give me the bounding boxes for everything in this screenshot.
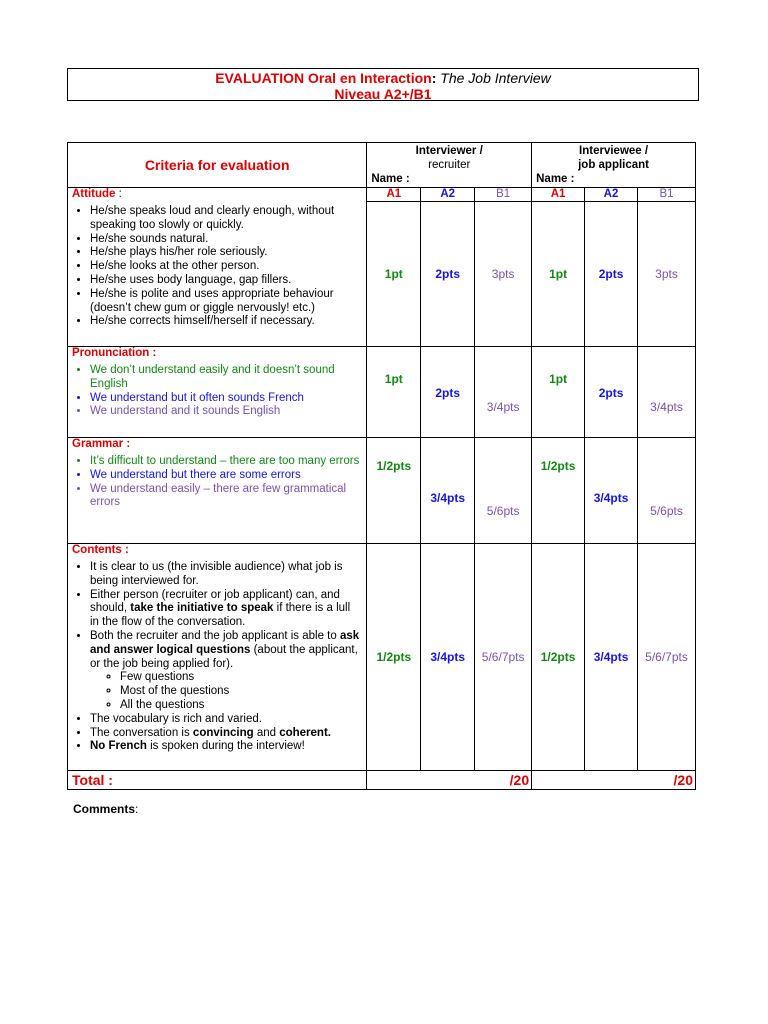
contents-text: is spoken during the interview! <box>146 740 305 753</box>
interviewer-name-label: Name : <box>371 173 410 185</box>
grammar-row <box>68 438 696 544</box>
contents-item <box>90 740 360 754</box>
pronunciation-item: • We understand and it sounds English <box>90 405 360 419</box>
attitude-label: Attitude <box>72 188 116 200</box>
level-a1: A1 <box>367 188 421 202</box>
contents-bold: coherent. <box>279 726 331 739</box>
level-a2: A2 <box>421 188 475 202</box>
attitude-item: • He/she speaks loud and clearly enough, without speaking too slowly or quickly. <box>90 205 360 233</box>
pronunciation-row <box>68 347 696 438</box>
interviewee-header <box>532 143 696 188</box>
attitude-score-a1: 1pt <box>532 202 585 347</box>
comments-label <box>73 802 138 816</box>
contents-criteria <box>68 544 367 771</box>
attitude-score-a2: 2pts <box>585 202 638 347</box>
contents-score-a2: 3/4pts <box>421 544 475 771</box>
contents-item <box>90 589 360 630</box>
pronunciation-score-a2: 2pts <box>435 386 461 400</box>
criteria-header: Criteria for evaluation <box>68 143 367 188</box>
attitude-score-b1: 3pts <box>475 202 532 347</box>
attitude-list <box>72 205 360 329</box>
pronunciation-list <box>72 364 360 419</box>
grammar-score-a2: 3/4pts <box>430 491 466 505</box>
interviewer-line-1: Interviewer / <box>415 145 483 157</box>
pronunciation-score-a1-cell <box>367 347 421 438</box>
title-prefix: EVALUATION Oral en Interaction <box>215 70 432 86</box>
contents-score-b1: 5/6/7pts <box>475 544 532 771</box>
header-row <box>68 143 696 188</box>
contents-text: Both the recruiter and the job applicant is able to <box>90 629 340 642</box>
pronunciation-criteria <box>68 347 367 438</box>
contents-subitem: ◦ Most of the questions <box>120 685 360 699</box>
contents-text: if there is a lull in the flow of the conversation. <box>90 602 351 629</box>
grammar-score-a1-cell <box>532 438 585 544</box>
interviewee-line-2: job applicant <box>578 159 650 171</box>
grammar-item: • It’s difficult to understand – there are too many errors <box>90 455 360 469</box>
comments-colon: : <box>135 802 139 816</box>
attitude-item: • He/she corrects himself/herself if necessary. <box>90 315 360 329</box>
interviewer-line-2: recruiter <box>428 159 471 171</box>
total-label-cell <box>68 771 367 790</box>
pronunciation-score-a2-cell <box>585 347 638 438</box>
contents-sublist <box>90 671 360 712</box>
title-box <box>67 68 699 101</box>
attitude-item: • He/she plays his/her role seriously. <box>90 246 360 260</box>
contents-item <box>90 727 360 741</box>
contents-item <box>90 630 360 713</box>
evaluation-table <box>67 142 696 790</box>
contents-subitem: ◦ Few questions <box>120 671 360 685</box>
attitude-item: • He/she looks at the other person. <box>90 260 360 274</box>
pronunciation-score-a1: 1pt <box>549 372 568 386</box>
total-interviewer: /20 <box>367 771 532 790</box>
contents-item: • It is clear to us (the invisible audience) what job is being interviewed for. <box>90 561 360 589</box>
pronunciation-score-a1: 1pt <box>384 372 403 386</box>
level-a2: A2 <box>585 188 638 202</box>
contents-bold: take the initiative to speak <box>130 602 274 615</box>
attitude-item: • He/she uses body language, gap fillers. <box>90 274 360 288</box>
contents-bold: ask and answer logical questions <box>90 629 360 656</box>
contents-score-a2: 3/4pts <box>585 544 638 771</box>
contents-heading: Contents : <box>72 544 129 556</box>
total-interviewee: /20 <box>532 771 696 790</box>
attitude-item: • He/she is polite and uses appropriate behaviour (doesn’t chew gum or giggle nervously! etc.) <box>90 288 360 316</box>
grammar-score-a1: 1/2pts <box>540 459 576 473</box>
grammar-score-a1: 1/2pts <box>376 459 412 473</box>
level-a1: A1 <box>532 188 585 202</box>
contents-row <box>68 544 696 771</box>
contents-bold: convincing <box>192 726 254 739</box>
grammar-score-b1-cell <box>475 438 532 544</box>
pronunciation-score-b1-cell <box>475 347 532 438</box>
pronunciation-score-b1-cell <box>638 347 696 438</box>
pronunciation-score-b1: 3/4pts <box>650 400 683 414</box>
grammar-score-a2: 3/4pts <box>593 491 629 505</box>
contents-text: Either person (recruiter or job applicant) can, and should, <box>90 588 340 615</box>
contents-text: The conversation is <box>90 726 193 739</box>
interviewer-header <box>367 143 532 188</box>
pronunciation-score-b1: 3/4pts <box>486 400 520 414</box>
grammar-item: • We understand easily – there are few grammatical errors <box>90 483 360 511</box>
pronunciation-item: • We understand but it often sounds French <box>90 392 360 406</box>
contents-text: (about the applicant, or the job being applied for). <box>90 643 358 670</box>
attitude-criteria <box>68 188 367 347</box>
pronunciation-score-a1-cell <box>532 347 585 438</box>
contents-subitem: ◦ All the questions <box>120 699 360 713</box>
grammar-item: • We understand but there are some errors <box>90 469 360 483</box>
pronunciation-item: • We don’t understand easily and it doesn’t sound English <box>90 364 360 392</box>
title-italic: The Job Interview <box>440 70 551 86</box>
grammar-score-b1: 5/6pts <box>486 504 520 518</box>
contents-score-a1: 1/2pts <box>367 544 421 771</box>
contents-score-b1: 5/6/7pts <box>638 544 696 771</box>
attitude-score-a1: 1pt <box>367 202 421 347</box>
pronunciation-score-a2: 2pts <box>598 386 624 400</box>
pronunciation-heading: Pronunciation : <box>72 347 157 359</box>
interviewee-name-label: Name : <box>536 173 575 185</box>
grammar-score-a1-cell <box>367 438 421 544</box>
grammar-list <box>72 455 360 510</box>
grammar-criteria <box>68 438 367 544</box>
attitude-score-a2: 2pts <box>421 202 475 347</box>
attitude-row <box>68 188 696 202</box>
total-label: Total : <box>72 772 113 788</box>
grammar-score-b1: 5/6pts <box>650 504 683 518</box>
grammar-score-a2-cell <box>585 438 638 544</box>
level-b1: B1 <box>638 188 696 202</box>
attitude-item: • He/she sounds natural. <box>90 233 360 247</box>
comments-text: Comments <box>73 802 136 816</box>
contents-score-a1: 1/2pts <box>532 544 585 771</box>
grammar-score-a2-cell <box>421 438 475 544</box>
attitude-suffix: : <box>115 188 122 200</box>
level-b1: B1 <box>475 188 532 202</box>
pronunciation-score-a2-cell <box>421 347 475 438</box>
contents-item: • The vocabulary is rich and varied. <box>90 713 360 727</box>
contents-bold: No French <box>90 740 147 753</box>
contents-text: and <box>253 726 280 739</box>
contents-list <box>72 561 360 754</box>
grammar-heading: Grammar : <box>72 438 131 450</box>
title-colon: : <box>431 70 437 86</box>
grammar-score-b1-cell <box>638 438 696 544</box>
interviewee-line-1: Interviewee / <box>579 145 649 157</box>
total-row <box>68 771 696 790</box>
attitude-score-b1: 3pts <box>638 202 696 347</box>
attitude-heading <box>72 188 360 201</box>
title-level: Niveau A2+/B1 <box>334 86 432 102</box>
title-line-1 <box>68 70 698 86</box>
